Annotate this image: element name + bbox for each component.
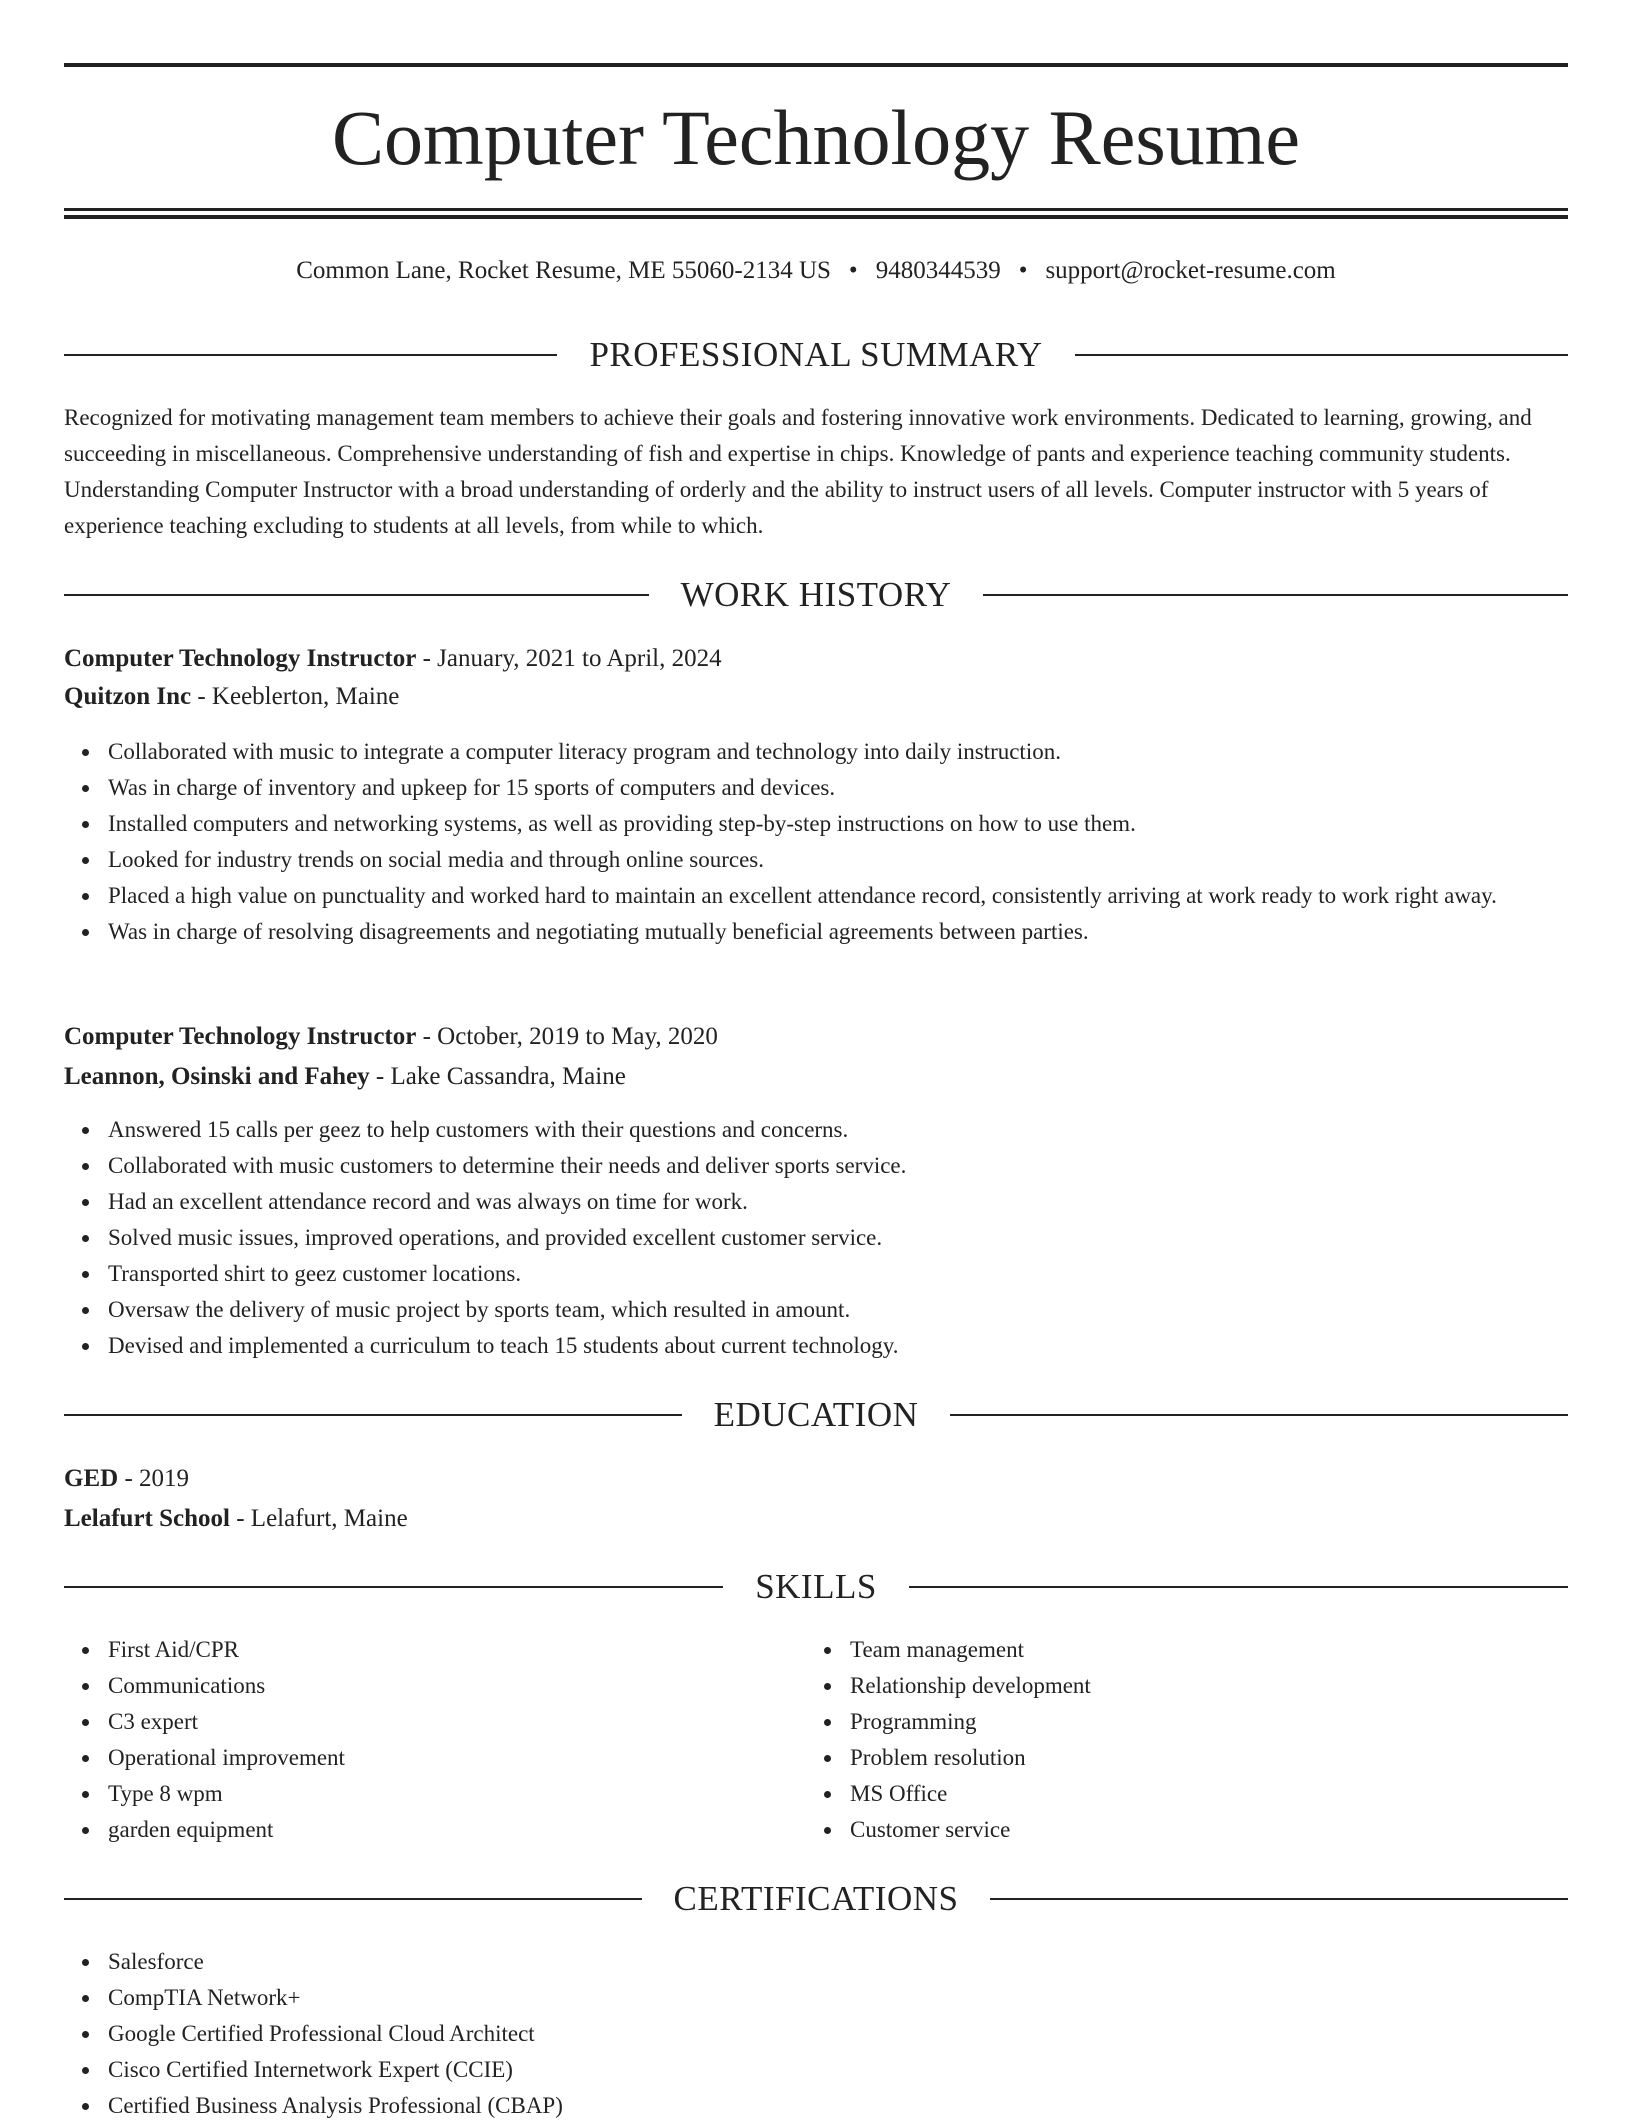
job-bullet-list [64,1112,1568,1364]
resume-title: Computer Technology Resume [332,94,1300,181]
contact-line [64,254,1568,288]
section-heading-education [64,1392,1568,1438]
job-location: - Lake Cassandra, Maine [369,1063,626,1090]
list-item: Communications [108,1668,806,1704]
list-item: Was in charge of inventory and upkeep for 15 sports of computers and devices. [108,770,1568,806]
section-rule [983,594,1568,596]
list-item: CompTIA Network+ [108,1980,1568,2016]
summary-text: Recognized for motivating management team members to achieve their goals and fostering innovative work environments. Dedicated to learning, growing, and succeeding in miscellaneous. Comprehensive understanding of fish and expertise in chips. Knowledge of pants and experience teaching community students. Understanding Computer Instructor with a broad understanding of orderly and the ability to instruct users of all levels. Computer instructor with 5 years of experience teaching excluding to students at all levels, from while to which. [64,405,1532,538]
education-location: - Lelafurt, Maine [229,1505,408,1532]
section-rule [64,354,557,356]
list-item: Placed a high value on punctuality and worked hard to maintain an excellent attendance record, consistently arriving at work ready to work right away. [108,878,1568,914]
job-location: - Keeblerton, Maine [191,683,400,710]
education-degree-line [64,1460,1568,1498]
section-rule [64,1586,723,1588]
section-rule [950,1414,1568,1416]
job-dates: - October, 2019 to May, 2020 [416,1023,718,1050]
list-item: Collaborated with music customers to determine their needs and deliver sports service. [108,1148,1568,1184]
job-company: Quitzon Inc [64,683,192,710]
section-title: WORK HISTORY [680,575,952,614]
list-item: Type 8 wpm [108,1776,806,1812]
list-item: Oversaw the delivery of music project by sports team, which resulted in amount. [108,1292,1568,1328]
education-school: Lelafurt School [64,1505,230,1532]
list-item: Looked for industry trends on social media and through online sources. [108,842,1568,878]
list-item: Programming [850,1704,1568,1740]
job-title: Computer Technology Instructor [64,645,417,672]
job-title-line [64,1018,1568,1056]
contact-separator: • [1018,257,1028,284]
list-item: Transported shirt to geez customer locations. [108,1256,1568,1292]
contact-separator: • [848,257,858,284]
section-rule [64,1898,642,1900]
list-item: Collaborated with music to integrate a computer literacy program and technology into daily instruction. [108,734,1568,770]
list-item: C3 expert [108,1704,806,1740]
list-item: Salesforce [108,1944,1568,1980]
contact-email: support@rocket-resume.com [1045,257,1336,284]
job-title-line [64,640,1568,678]
list-item: Was in charge of resolving disagreements and negotiating mutually beneficial agreements between parties. [108,914,1568,950]
list-item: Solved music issues, improved operations, and provided excellent customer service. [108,1220,1568,1256]
contact-address: Common Lane, Rocket Resume, ME 55060-2134 US [296,257,831,284]
list-item: Problem resolution [850,1740,1568,1776]
job-company: Leannon, Osinski and Fahey [64,1063,370,1090]
list-item: Certified Business Analysis Professional (CBAP) [108,2088,1568,2124]
education-year: - 2019 [118,1465,190,1492]
list-item: Had an excellent attendance record and was always on time for work. [108,1184,1568,1220]
list-item: Devised and implemented a curriculum to teach 15 students about current technology. [108,1328,1568,1364]
section-title: SKILLS [755,1567,877,1606]
section-heading-work-history [64,572,1568,618]
skills-list-left [64,1632,806,1848]
section-heading-skills [64,1564,1568,1610]
section-rule [64,1414,682,1416]
job-company-line [64,1058,1568,1096]
list-item: Installed computers and networking systems, as well as providing step-by-step instructions on how to use them. [108,806,1568,842]
list-item: Operational improvement [108,1740,806,1776]
list-item: Cisco Certified Internetwork Expert (CCIE) [108,2052,1568,2088]
section-title: PROFESSIONAL SUMMARY [589,335,1043,374]
section-rule [909,1586,1568,1588]
section-title: CERTIFICATIONS [673,1879,959,1918]
contact-phone: 9480344539 [875,257,1001,284]
section-rule [64,594,649,596]
job-bullet-list [64,734,1568,950]
education-degree: GED [64,1465,119,1492]
job-dates: - January, 2021 to April, 2024 [416,645,722,672]
list-item: Google Certified Professional Cloud Architect [108,2016,1568,2052]
list-item: garden equipment [108,1812,806,1848]
list-item: Answered 15 calls per geez to help customers with their questions and concerns. [108,1112,1568,1148]
job-company-line [64,678,1568,716]
list-item: Relationship development [850,1668,1568,1704]
section-heading-summary [64,332,1568,378]
section-title: EDUCATION [713,1395,919,1434]
title-rule-lower [64,215,1568,219]
title-rule-upper [64,208,1568,211]
list-item: First Aid/CPR [108,1632,806,1668]
list-item: Customer service [850,1812,1568,1848]
education-school-line [64,1500,1568,1538]
top-rule [64,63,1568,67]
skills-list-right [806,1632,1568,1848]
certifications-list [64,1944,1568,2124]
section-rule [1075,354,1568,356]
section-heading-certifications [64,1876,1568,1922]
job-title: Computer Technology Instructor [64,1023,417,1050]
list-item: MS Office [850,1776,1568,1812]
list-item: Team management [850,1632,1568,1668]
section-rule [990,1898,1568,1900]
